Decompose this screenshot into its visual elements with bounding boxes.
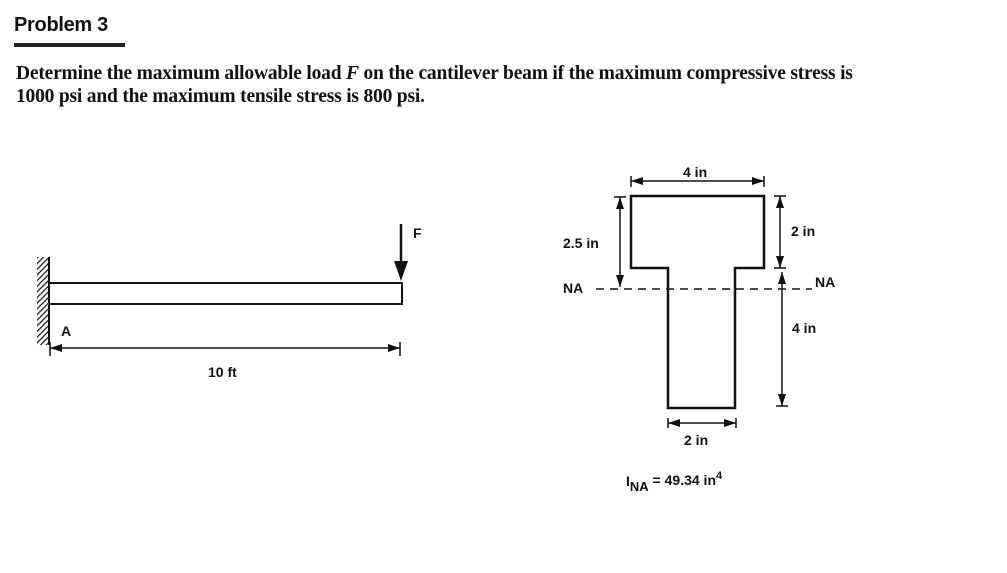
upper-height-dimension — [614, 197, 626, 287]
flange-thickness-label: 2 in — [791, 223, 816, 239]
flange-thickness-dimension — [774, 196, 786, 268]
moment-of-inertia-label — [626, 470, 723, 494]
load-label-f: F — [413, 225, 422, 241]
statement-line-2: 1000 psi and the maximum tensile stress is 800 psi. — [16, 86, 425, 107]
t-section-outline — [631, 196, 764, 408]
top-width-label: 4 in — [683, 164, 708, 180]
length-label: 10 ft — [208, 364, 237, 380]
load-variable: F — [346, 63, 359, 84]
inertia-subscript: NA — [629, 479, 649, 494]
inertia-value: = 49.34 in — [648, 472, 716, 488]
neutral-axis-label-right: NA — [815, 274, 836, 290]
fixed-wall-support — [37, 257, 49, 345]
cantilever-beam-figure — [37, 224, 422, 380]
lower-height-label: 4 in — [792, 320, 817, 336]
problem-title: Problem 3 — [14, 14, 108, 36]
upper-height-label: 2.5 in — [563, 235, 599, 251]
length-dimension — [50, 342, 400, 356]
inertia-exponent: 4 — [716, 470, 723, 482]
t-section-figure — [563, 164, 835, 494]
inertia-symbol: I — [626, 473, 630, 489]
support-label-a: A — [61, 323, 72, 339]
web-width-dimension — [668, 418, 736, 428]
lower-height-dimension — [776, 272, 788, 406]
beam-body — [49, 283, 402, 304]
load-arrow — [394, 224, 408, 281]
statement-text-after: on the cantilever beam if the maximum compressive stress is — [358, 63, 853, 84]
statement-text-before: Determine the maximum allowable load — [16, 63, 347, 84]
neutral-axis-label-left: NA — [563, 280, 584, 296]
web-width-label: 2 in — [684, 432, 709, 448]
